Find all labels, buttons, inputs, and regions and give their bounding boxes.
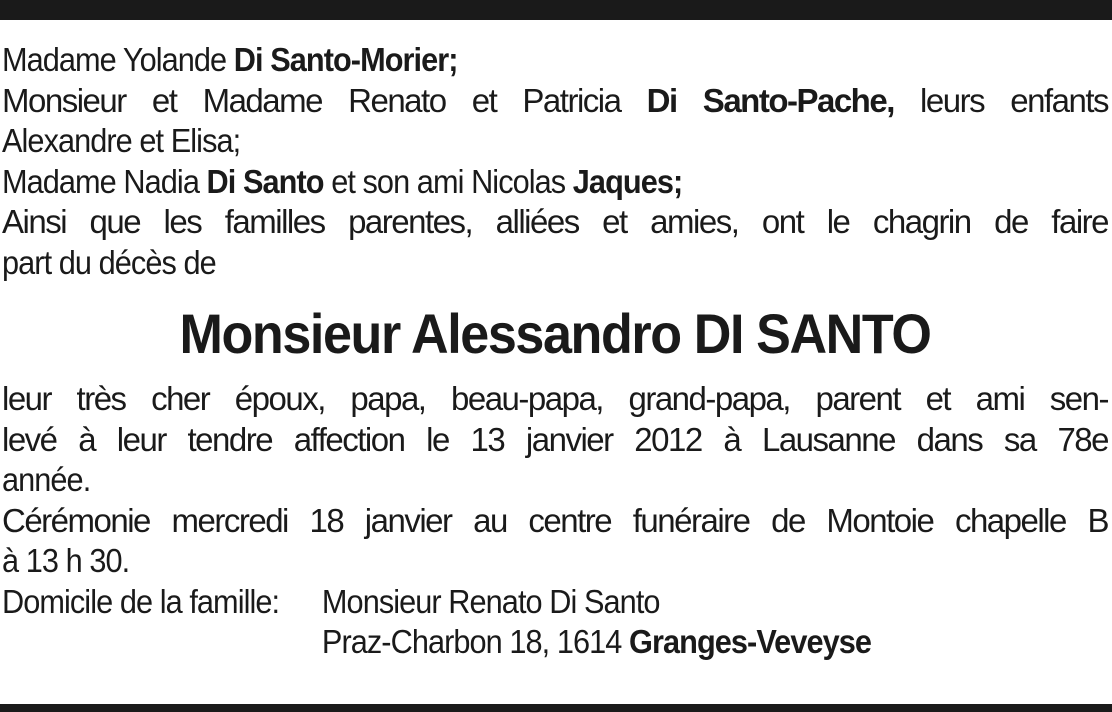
family-line-children: Alexandre et Elisa;	[2, 122, 241, 159]
body-text-line: leur très cher époux, papa, beau-papa, grand-papa, parent et ami sen-	[2, 380, 1108, 417]
domicile-spacer	[2, 622, 322, 663]
ceremony-time-line: à 13 h 30.	[2, 542, 130, 579]
family-member-text: Madame Nadia	[2, 162, 207, 200]
family-line-nadia	[2, 162, 1031, 203]
family-line-renato	[2, 81, 1108, 122]
family-surname: Di Santo-Morier;	[233, 41, 458, 78]
domicile-street: Praz-Charbon 18, 1614	[321, 623, 630, 660]
obituary-notice	[2, 40, 1108, 663]
announcement-line: Ainsi que les familles parentes, alliées et amies, ont le chagrin de faire	[2, 203, 1108, 240]
domicile-address	[322, 622, 871, 663]
domicile-label: Domicile de la famille:	[2, 582, 280, 620]
bottom-rule	[0, 704, 1112, 712]
domicile-address-row	[2, 622, 1031, 663]
domicile-name: Monsieur Renato Di Santo	[321, 582, 660, 620]
domicile-row	[2, 582, 1031, 623]
top-rule	[0, 0, 1112, 20]
deceased-name-heading: Monsieur Alessandro DI SANTO	[179, 302, 931, 365]
family-member-text: Monsieur et Madame Renato et Patricia	[2, 81, 647, 119]
family-member-text: Madame Yolande	[2, 41, 234, 78]
family-surname: Di Santo	[206, 162, 324, 200]
domicile-town: Granges-Veveyse	[629, 623, 872, 660]
announcement-line-end: part du décès de	[2, 243, 216, 281]
family-member-text: leurs enfants	[893, 81, 1108, 119]
family-line-yolande	[2, 40, 1031, 81]
body-text-line: levé à leur tendre affection le 13 janvier 2012 à Lausanne dans sa 78e	[2, 420, 1108, 458]
family-member-text: et son ami Nicolas	[323, 162, 573, 200]
family-surname: Jaques;	[572, 162, 683, 200]
family-surname: Di Santo-Pache,	[646, 81, 894, 119]
ceremony-line: Cérémonie mercredi 18 janvier au centre funéraire de Montoie chapelle B	[2, 501, 1108, 539]
body-text-line-end: année.	[2, 461, 91, 498]
